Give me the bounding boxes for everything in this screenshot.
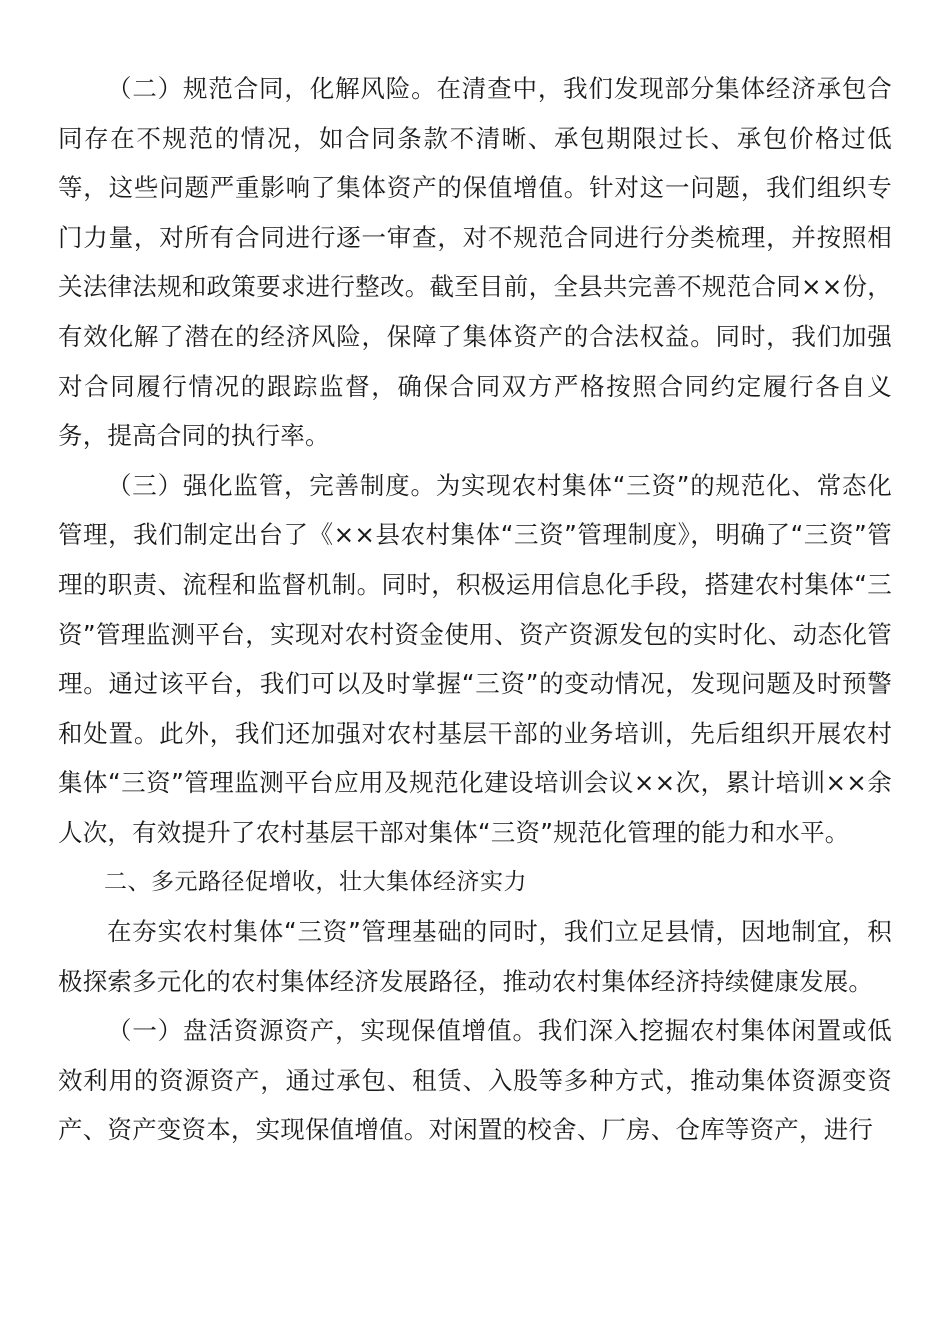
section-heading: 二、多元路径促增收，壮大集体经济实力 <box>104 868 527 895</box>
paragraph-contract-standardization: （二）规范合同，化解风险。在清查中，我们发现部分集体经济承包合同存在不规范的情况，如合同条款不清晰、承包期限过长、承包价格过低等，这些问题严重影响了集体资产的保值增值。针对这一问题，我们组织专门力量，对所有合同进行逐一审查，对不规范合同进行分类梳理，并按照相关法律法规和政策要求进行整改。截至目前，全县共完善不规范合同××份，有效化解了潜在的经济风险，保障了集体资产的合法权益。同时，我们加强对合同履行情况的跟踪监督，确保合同双方严格按照合同约定履行各自义务，提高合同的执行率。 <box>58 74 892 451</box>
paragraph-supervision-system: （三）强化监管，完善制度。为实现农村集体“三资”的规范化、常态化管理，我们制定出台了《××县农村集体“三资”管理制度》，明确了“三资”管理的职责、流程和监督机制。同时，积极运用信息化手段，搭建农村集体“三资”管理监测平台，实现对农村资金使用、资产资源发包的实时化、动态化管理。通过该平台，我们可以及时掌握“三资”的变动情况，发现问题及时预警和处置。此外，我们还加强对农村基层干部的业务培训，先后组织开展农村集体“三资”管理监测平台应用及规范化建设培训会议××次，累计培训××余人次，有效提升了农村基层干部对集体“三资”规范化管理的能力和水平。 <box>58 470 892 847</box>
paragraph-revitalize-assets: （一）盘活资源资产，实现保值增值。我们深入挖掘农村集体闲置或低效利用的资源资产，通过承包、租赁、入股等多种方式，推动集体资源变资产、资产变资本，实现保值增值。对闲置的校舍、厂房、仓库等资产，进行 <box>58 1016 892 1145</box>
paragraph-section-intro: 在夯实农村集体“三资”管理基础的同时，我们立足县情，因地制宜，积极探索多元化的农村集体经济发展路径，推动农村集体经济持续健康发展。 <box>58 917 892 996</box>
document-body <box>58 64 892 1155</box>
